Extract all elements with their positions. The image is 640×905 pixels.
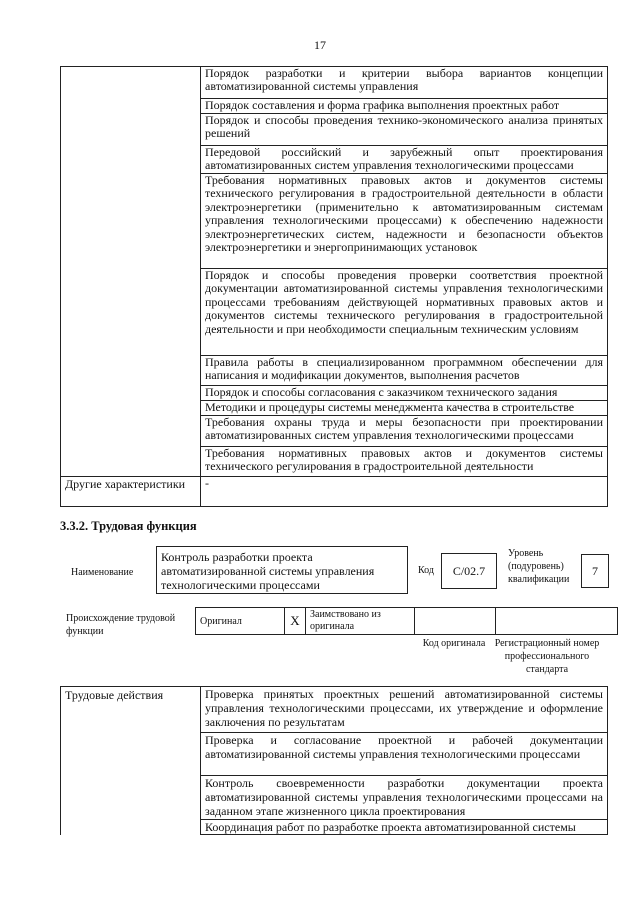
origin-code-caption: Код оригинала <box>422 638 486 649</box>
origin-label: Происхождение трудовой функции <box>66 613 176 637</box>
knowledge-item: Правила работы в специализированном программном обеспечении для написания и модификации документов, выполнения расчетов <box>201 356 608 386</box>
knowledge-item: Передовой российский и зарубежный опыт проектирования автоматизированных систем управления технологическими процессами <box>201 146 608 174</box>
function-name-label: Наименование <box>71 567 134 578</box>
knowledge-item: Требования охраны труда и меры безопасности при проектировании автоматизированных систем управления технологическими процессами <box>201 416 608 447</box>
action-item: Проверка принятых проектных решений автоматизированной системы управления технологическими процессами, их утверждение и оформление заключения по результатам <box>201 687 608 733</box>
qualification-level-label: Уровень (подуровень) квалификации <box>508 548 570 585</box>
knowledge-item: Порядок и способы проведения проверки соответствия проектной документации автоматизированной системы управления технологическими процессами требованиям действующей нормативных правовых актов и документов системы технического регулирования в градостроительной деятельности и при необходимости специальным техническим условиям <box>201 269 608 356</box>
function-code-label: Код <box>418 565 434 576</box>
qualification-level-value: 7 <box>581 554 609 588</box>
other-characteristics-value: - <box>201 477 608 507</box>
knowledge-item: Порядок и способы согласования с заказчиком технического задания <box>201 386 608 401</box>
knowledge-item: Требования нормативных правовых актов и документов системы технического регулирования в градостроительной деятельности в области электроэнергетики (применительно к автоматизированным системам управления технологическими процессами) к обеспечению надежности электроэнергетических систем, надежности и безопасности объектов электроэнергетики и энергопринимающих установок <box>201 174 608 269</box>
section-heading: 3.3.2. Трудовая функция <box>60 519 197 533</box>
action-item: Проверка и согласование проектной и рабочей документации автоматизированной системы управления технологическими процессами <box>201 733 608 776</box>
knowledge-item: Требования нормативных правовых актов и документов системы технического регулирования в градостроительной деятельности <box>201 447 608 477</box>
knowledge-item: Порядок разработки и критерии выбора вариантов концепции автоматизированной системы управления <box>201 67 608 99</box>
function-code-value: С/02.7 <box>441 553 497 589</box>
action-item: Контроль своевременности разработки документации проекта автоматизированной системы управления технологическими процессами на заданном этапе жизненного цикла проектирования <box>201 776 608 820</box>
action-item: Координация работ по разработке проекта автоматизированной системы <box>201 820 608 835</box>
knowledge-label-cell <box>61 67 201 477</box>
actions-table <box>60 686 608 835</box>
page-number: 17 <box>314 38 326 52</box>
origin-table <box>195 607 618 635</box>
knowledge-item: Методики и процедуры системы менеджмента качества в строительстве <box>201 401 608 416</box>
origin-reg-caption: Регистрационный номер профессионального стандарта <box>494 638 600 675</box>
knowledge-table <box>60 66 608 507</box>
origin-reg-cell <box>496 608 618 635</box>
actions-label: Трудовые действия <box>61 687 201 835</box>
other-characteristics-label: Другие характеристики <box>61 477 201 507</box>
function-name-value: Контроль разработки проекта автоматизированной системы управления технологическими процессами <box>156 546 408 594</box>
origin-original-mark: X <box>285 608 306 635</box>
knowledge-item: Порядок и способы проведения технико-экономического анализа принятых решений <box>201 114 608 146</box>
knowledge-item: Порядок составления и форма графика выполнения проектных работ <box>201 99 608 114</box>
origin-borrowed-label: Заимствовано из оригинала <box>306 608 415 635</box>
origin-original-label: Оригинал <box>196 608 285 635</box>
origin-code-cell <box>415 608 496 635</box>
